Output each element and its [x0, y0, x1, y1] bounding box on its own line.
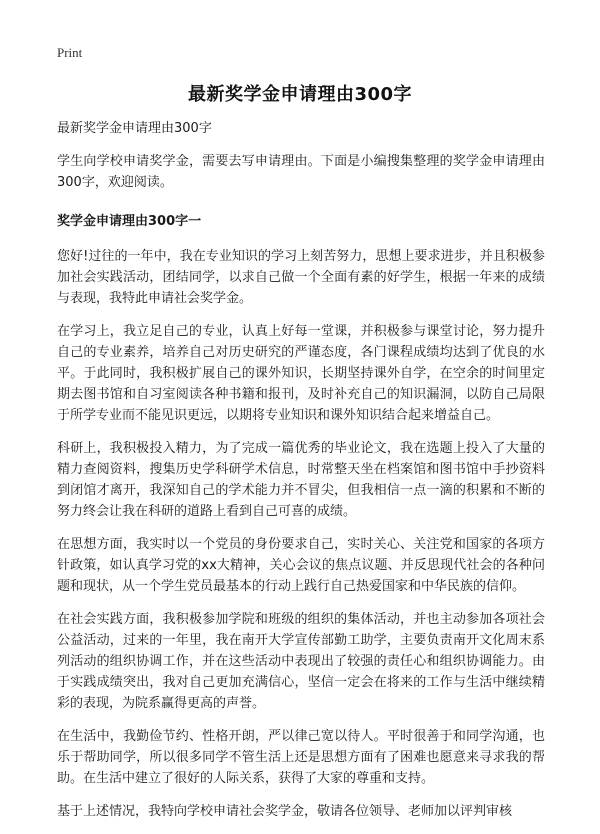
document-body: [57, 118, 545, 834]
intro-paragraph: 学生向学校申请奖学金，需要去写申请理由。下面是小编搜集整理的奖学金申请理由300字，欢迎阅读。: [57, 154, 545, 190]
print-label[interactable]: Print: [57, 45, 83, 60]
document-subtitle: 最新奖学金申请理由300字: [57, 121, 212, 136]
body-paragraph: 在生活中，我勤俭节约、性格开朗，严以律己宽以待人。平时很善于和同学沟通，也乐于帮助同学，所以很多同学不管生活上还是思想方面有了困难也愿意来寻求我的帮助。在生活中建立了很好的人际关系，获得了大家的尊重和支持。: [57, 729, 545, 786]
section-heading: 奖学金申请理由300字一: [57, 214, 202, 229]
body-paragraph: 在社会实践方面，我积极参加学院和班级的组织的集体活动，并也主动参加各项社会公益活动，过来的一年里，我在南开大学宣传部勤工助学，主要负责南开文化周末系列活动的组织协调工作，并在这些活动中表现出了较强的责任心和组织协调能力。由于实践成绩突出，我对自己更加充满信心，坚信一定会在将来的工作与生活中继续精彩的表现，为院系赢得更高的声誉。: [57, 612, 545, 711]
page-title: 最新奖学金申请理由300字: [187, 84, 413, 105]
body-paragraph: 基于上述情况，我特向学校申请社会奖学金，敬请各位领导、老师加以评判审核: [57, 804, 513, 819]
body-paragraph: 在思想方面，我实时以一个党员的身份要求自己，实时关心、关注党和国家的各项方针政策，如认真学习党的xx大精神，关心会议的焦点议题、并反思现代社会的各种问题和现状，从一个学生党员最基本的行动上践行自己热爱国家和中华民族的信仰。: [57, 537, 545, 594]
body-paragraph: 您好!过往的一年中，我在专业知识的学习上刻苦努力，思想上要求进步，并且积极参加社会实践活动，团结同学，以求自己做一个全面有素的好学生，根据一年来的成绩与表现，我特此申请社会奖学金。: [57, 249, 545, 306]
body-paragraph: 在学习上，我立足自己的专业，认真上好每一堂课，并积极参与课堂讨论，努力提升自己的专业素养，培养自己对历史研究的严谨态度，各门课程成绩均达到了优良的水平。于此同时，我积极扩展自己的课外知识，长期坚持课外自学，在空余的时间里定期去图书馆和自习室阅读各种书籍和报刊，及时补充自己的知识漏洞，以防自己局限于所学专业而不能见识更远，以期将专业知识和课外知识结合起来增益自己。: [57, 324, 545, 423]
body-paragraph: 科研上，我积极投入精力，为了完成一篇优秀的毕业论文，我在选题上投入了大量的精力查阅资料，搜集历史学科研学术信息，时常整天坐在档案馆和图书馆中手抄资料到闭馆才离开，我深知自己的学术能力并不冒尖，但我相信一点一滴的积累和不断的努力终会让我在科研的道路上看到自己可喜的成绩。: [57, 441, 545, 519]
